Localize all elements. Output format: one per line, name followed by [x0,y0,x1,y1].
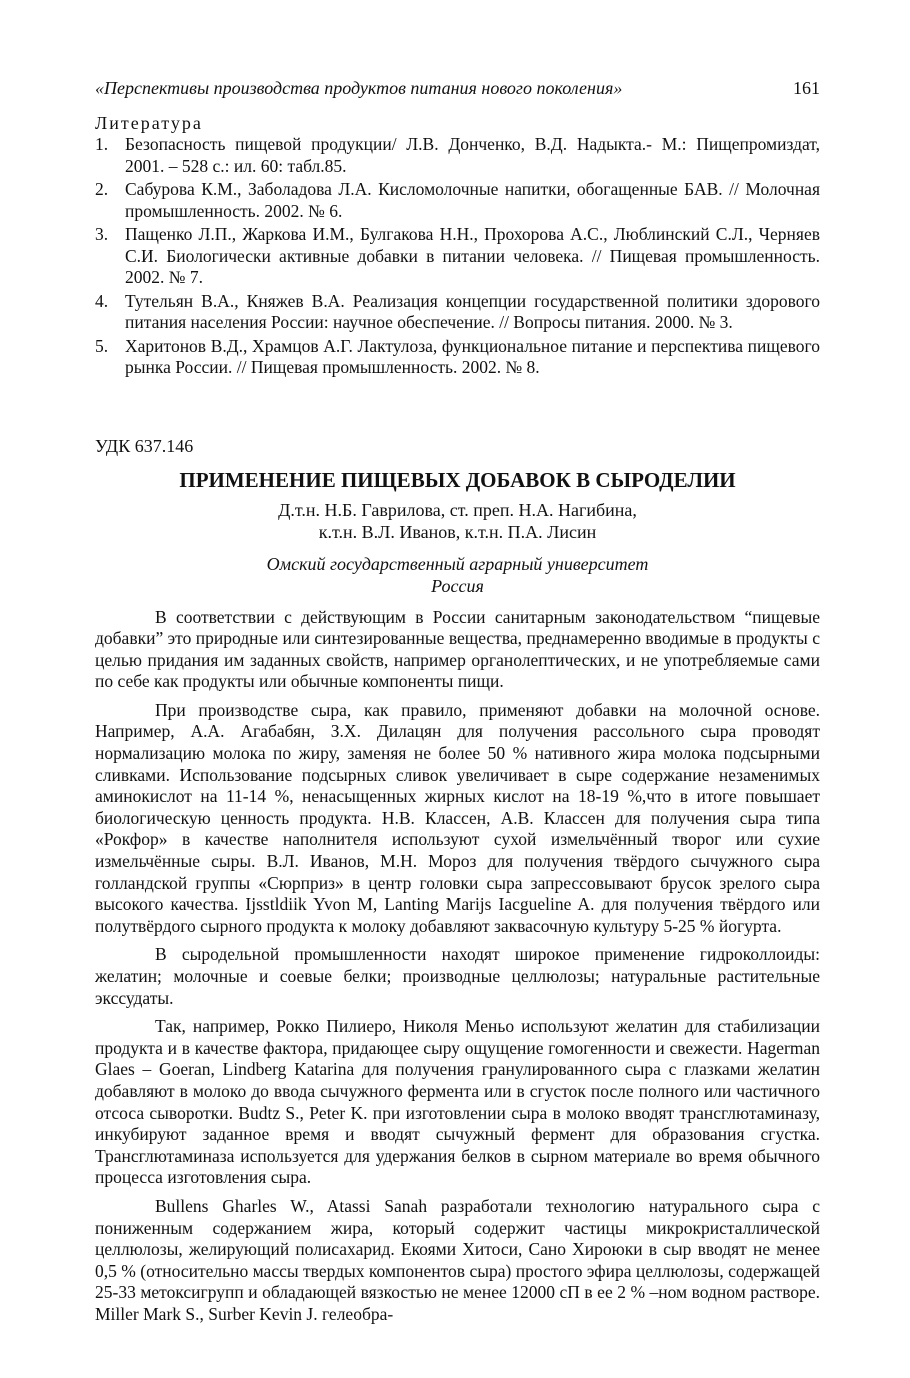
page-number: 161 [793,78,820,98]
body-paragraph: Bullens Gharles W., Atassi Sanah разработали технологию натурального сыра с пониженным содержанием жира, который содержит частицы микрокристаллической целлюлозы, желирующий полисахарид. Екоями Хитоси, Сано Хироюки в сыр вводят не менее 0,5 % (относительно массы твердых компонентов сыра) простого эфира целлюлозы, содержащей 25-33 метоксигрупп и обладающей вязкостью не менее 12000 сП в ее 2 % –ном водном растворе. Miller Mark S., Surber Kevin J. гелеобра- [95,1195,820,1324]
reference-text: Сабурова К.М., Заболадова Л.А. Кисломолочные напитки, обогащенные БАВ. // Молочная промышленность. 2002. № 6. [125,179,820,221]
authors-line: к.т.н. В.Л. Иванов, к.т.н. П.А. Лисин [318,521,597,542]
literature-heading: Литература [95,113,203,133]
reference-number: 2. [95,179,109,199]
reference-number: 1. [95,134,109,154]
body-paragraph: В соответствии с действующим в России санитарным законодательством “пищевые добавки” это природные или синтезированные вещества, преднамеренно вводимые в продукты с целью придания им заданных свойств, например органолептических, и не употребляемые сами по себе как продукты или обычные компоненты пищи. [95,606,820,692]
reference-text: Безопасность пищевой продукции/ Л.В. Донченко, В.Д. Надыкта.- М.: Пищепромиздат, 2001. – 528 с.: ил. 60: табл.85. [125,134,820,176]
reference-item [95,291,820,334]
document-page [95,78,820,1333]
reference-number: 5. [95,335,109,356]
affiliation-university: Омский государственный аграрный университет [266,553,649,574]
udk-code: УДК 637.146 [95,435,194,456]
reference-item [95,134,820,177]
reference-item [95,224,820,289]
reference-list [95,134,820,379]
article-body [95,607,820,1326]
journal-title: «Перспективы производства продуктов питания нового поколения» [95,78,623,98]
reference-item [95,336,820,379]
reference-number: 4. [95,290,109,311]
affiliation [95,553,820,597]
reference-number: 3. [95,224,109,244]
running-header [95,78,820,108]
affiliation-country: Россия [431,575,484,596]
reference-text: Тутельян В.А., Княжев В.А. Реализация концепции государственной политики здорового питания населения России: научное обеспечение. // Вопросы питания. 2000. № 3. [125,290,820,332]
body-paragraph: Так, например, Рокко Пилиеро, Николя Меньо используют желатин для стабилизации продукта и в качестве фактора, придающее сыру ощущение гомогенности и свежести. Hagerman Glaes – Goeran, Lindberg Katarina для получения гранулированного сыра с глазками желатин добавляют в молоко до ввода сычужного фермента или в сгусток после полного или частичного отсоса сыворотки. Budtz S., Peter K. при изготовлении сыра в молоко вводят трансглютаминазу, инкубируют заданное время и вводят сычужный фермент для образования сгустка. Трансглютаминаза используется для удержания белков в сырном материале во время обычного процесса изготовления сыра. [95,1016,820,1188]
article-title: ПРИМЕНЕНИЕ ПИЩЕВЫХ ДОБАВОК В СЫРОДЕЛИИ [179,467,736,492]
body-paragraph: В сыродельной промышленности находят широкое применение гидроколлоиды: желатин; молочные и соевые белки; производные целлюлозы; натуральные растительные экссудаты. [95,944,820,1008]
reference-text: Пащенко Л.П., Жаркова И.М., Булгакова Н.Н., Прохорова А.С., Люблинский С.Л., Черняев С.И. Биологически активные добавки в питании человека. // Пищевая промышленность. 2002. № 7. [125,224,820,287]
reference-text: Харитонов В.Д., Храмцов А.Г. Лактулоза, функциональное питание и перспектива пищевого рынка России. // Пищевая промышленность. 2002. № 8. [125,335,820,377]
authors-line: Д.т.н. Н.Б. Гаврилова, ст. преп. Н.А. Нагибина, [278,499,637,520]
body-paragraph: При производстве сыра, как правило, применяют добавки на молочной основе. Например, А.А. Агабабян, З.Х. Дилацян для получения рассольного сыра проводят нормализацию молока по жиру, заменяя не более 50 % нативного жира молока подсырными сливками. Использование подсырных сливок увеличивает в сыре содержание незаменимых аминокислот на 11-14 %, ненасыщенных жирных кислот на 18-19 %,что в итоге повышает биологическую ценность продукта. Н.В. Классен, А.В. Классен для получения сыра типа «Рокфор» в качестве наполнителя используют сухой измельчённый творог или сухие измельчённые сыры. В.Л. Иванов, М.Н. Мороз для получения твёрдого сычужного сыра голландской группы «Сюрприз» в центр головки сыра запрессовывают брусок зрелого сыра высокого качества. Ijsstldiik Yvon M, Lanting Marijs Iacgueline A. для получения твёрдого или полутвёрдого сырного продукта к молоку добавляют заквасочную культуру 5-25 % йогурта. [95,699,820,936]
authors [95,499,820,543]
reference-item [95,179,820,222]
